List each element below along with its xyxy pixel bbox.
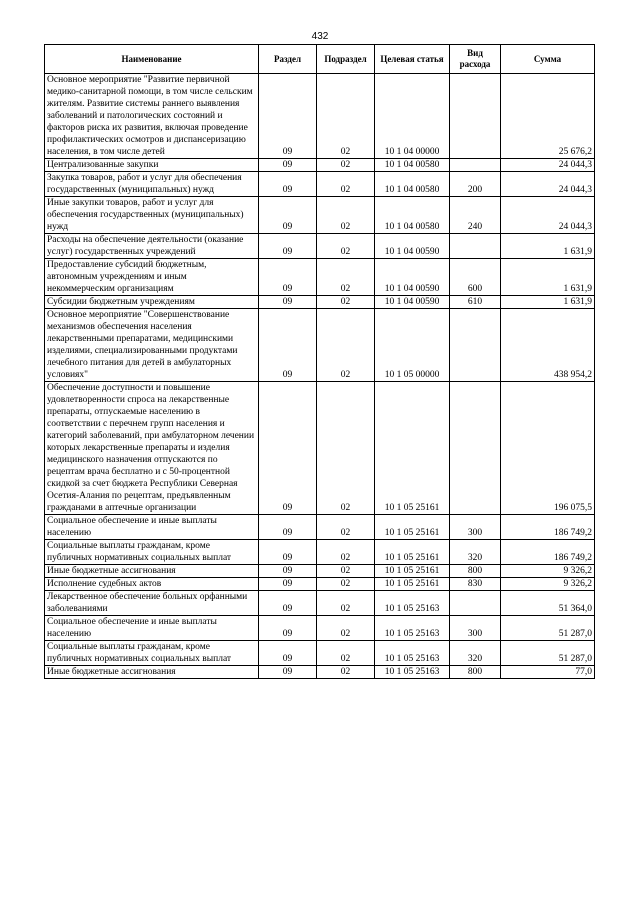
cell-podrazdel: 02 — [317, 540, 375, 565]
cell-podrazdel: 02 — [317, 259, 375, 296]
table-row — [45, 74, 595, 159]
cell-summa: 186 749,2 — [501, 540, 595, 565]
cell-name: Иные бюджетные ассигнования — [45, 565, 259, 578]
cell-razdel: 09 — [259, 382, 317, 515]
cell-summa: 1 631,9 — [501, 296, 595, 309]
cell-razdel: 09 — [259, 74, 317, 159]
cell-razdel: 09 — [259, 616, 317, 641]
cell-razdel: 09 — [259, 259, 317, 296]
cell-razdel: 09 — [259, 172, 317, 197]
cell-razdel: 09 — [259, 309, 317, 382]
table-header-row — [45, 45, 595, 74]
cell-summa: 186 749,2 — [501, 515, 595, 540]
cell-statya: 10 1 05 25163 — [375, 591, 450, 616]
cell-summa: 24 044,3 — [501, 159, 595, 172]
cell-vid — [450, 591, 501, 616]
cell-name: Основное мероприятие "Совершенствование механизмов обеспечения населения лекарственными препаратами, медицинскими изделиями, специализированными продуктами лечебного питания для детей в амбулаторных условиях" — [45, 309, 259, 382]
cell-vid — [450, 74, 501, 159]
cell-razdel: 09 — [259, 591, 317, 616]
header-vid: Вид расхода — [450, 45, 501, 74]
cell-vid: 800 — [450, 565, 501, 578]
table-row — [45, 515, 595, 540]
header-podrazdel: Подраздел — [317, 45, 375, 74]
cell-vid: 200 — [450, 172, 501, 197]
cell-summa: 1 631,9 — [501, 234, 595, 259]
cell-vid: 320 — [450, 641, 501, 666]
cell-podrazdel: 02 — [317, 234, 375, 259]
cell-razdel: 09 — [259, 565, 317, 578]
cell-summa: 51 364,0 — [501, 591, 595, 616]
cell-statya: 10 1 04 00580 — [375, 172, 450, 197]
cell-name: Расходы на обеспечение деятельности (оказание услуг) государственных учреждений — [45, 234, 259, 259]
table-row — [45, 591, 595, 616]
cell-name: Иные бюджетные ассигнования — [45, 666, 259, 679]
cell-vid — [450, 234, 501, 259]
cell-summa: 51 287,0 — [501, 616, 595, 641]
cell-razdel: 09 — [259, 578, 317, 591]
table-row — [45, 666, 595, 679]
page-number: 432 — [311, 31, 329, 42]
cell-name: Социальное обеспечение и иные выплаты населению — [45, 515, 259, 540]
cell-statya: 10 1 05 25161 — [375, 382, 450, 515]
cell-summa: 9 326,2 — [501, 578, 595, 591]
cell-name: Субсидии бюджетным учреждениям — [45, 296, 259, 309]
cell-podrazdel: 02 — [317, 296, 375, 309]
cell-name: Предоставление субсидий бюджетным, автономным учреждениям и иным некоммерческим организациям — [45, 259, 259, 296]
cell-summa: 25 676,2 — [501, 74, 595, 159]
table-row — [45, 197, 595, 234]
header-name: Наименование — [45, 45, 259, 74]
cell-vid — [450, 159, 501, 172]
cell-podrazdel: 02 — [317, 565, 375, 578]
cell-podrazdel: 02 — [317, 382, 375, 515]
cell-statya: 10 1 04 00590 — [375, 296, 450, 309]
table-row — [45, 309, 595, 382]
cell-razdel: 09 — [259, 666, 317, 679]
cell-statya: 10 1 04 00580 — [375, 159, 450, 172]
cell-vid: 240 — [450, 197, 501, 234]
cell-name: Социальные выплаты гражданам, кроме публичных нормативных социальных выплат — [45, 540, 259, 565]
cell-statya: 10 1 05 25161 — [375, 565, 450, 578]
cell-vid: 830 — [450, 578, 501, 591]
cell-summa: 1 631,9 — [501, 259, 595, 296]
header-razdel: Раздел — [259, 45, 317, 74]
cell-razdel: 09 — [259, 641, 317, 666]
header-statya: Целевая статья — [375, 45, 450, 74]
cell-podrazdel: 02 — [317, 74, 375, 159]
cell-razdel: 09 — [259, 296, 317, 309]
cell-summa: 77,0 — [501, 666, 595, 679]
table-row — [45, 296, 595, 309]
cell-statya: 10 1 05 25161 — [375, 515, 450, 540]
cell-podrazdel: 02 — [317, 309, 375, 382]
cell-podrazdel: 02 — [317, 666, 375, 679]
table-row — [45, 641, 595, 666]
cell-statya: 10 1 05 25161 — [375, 540, 450, 565]
cell-vid: 600 — [450, 259, 501, 296]
cell-statya: 10 1 04 00590 — [375, 259, 450, 296]
cell-name: Лекарственное обеспечение больных орфанными заболеваниями — [45, 591, 259, 616]
cell-summa: 9 326,2 — [501, 565, 595, 578]
cell-podrazdel: 02 — [317, 641, 375, 666]
cell-vid: 320 — [450, 540, 501, 565]
cell-razdel: 09 — [259, 540, 317, 565]
cell-vid: 800 — [450, 666, 501, 679]
cell-razdel: 09 — [259, 234, 317, 259]
cell-vid: 300 — [450, 616, 501, 641]
cell-name: Социальное обеспечение и иные выплаты населению — [45, 616, 259, 641]
cell-statya: 10 1 05 25163 — [375, 641, 450, 666]
table-row — [45, 540, 595, 565]
cell-statya: 10 1 05 25163 — [375, 616, 450, 641]
cell-razdel: 09 — [259, 197, 317, 234]
cell-name: Основное мероприятие "Развитие первичной медико-санитарной помощи, в том числе сельским жителям. Развитие системы раннего выявления заболеваний и патологических состояний и факторов риска их развития, включая проведение профилактических осмотров и диспансеризацию населения, в том числе детей — [45, 74, 259, 159]
cell-summa: 196 075,5 — [501, 382, 595, 515]
cell-name: Исполнение судебных актов — [45, 578, 259, 591]
cell-summa: 438 954,2 — [501, 309, 595, 382]
table-body — [45, 74, 595, 679]
cell-statya: 10 1 05 25161 — [375, 578, 450, 591]
header-summa: Сумма — [501, 45, 595, 74]
cell-vid — [450, 382, 501, 515]
cell-statya: 10 1 04 00580 — [375, 197, 450, 234]
table-row — [45, 565, 595, 578]
cell-razdel: 09 — [259, 515, 317, 540]
cell-name: Обеспечение доступности и повышение удовлетворенности спроса на лекарственные препараты, отпускаемые населению в соответствии с перечнем групп населения и категорий заболеваний, при амбулаторном лечении которых лекарственные препараты и изделия медицинского назначения отпускаются по рецептам врача бесплатно и с 50-процентной скидкой за счет бюджета Республики Северная Осетия-Алания по рецептам, предъявленным гражданами в аптечные организации — [45, 382, 259, 515]
cell-podrazdel: 02 — [317, 172, 375, 197]
cell-statya: 10 1 04 00590 — [375, 234, 450, 259]
cell-statya: 10 1 04 00000 — [375, 74, 450, 159]
cell-summa: 24 044,3 — [501, 197, 595, 234]
table-row — [45, 578, 595, 591]
cell-podrazdel: 02 — [317, 591, 375, 616]
cell-podrazdel: 02 — [317, 515, 375, 540]
table-row — [45, 159, 595, 172]
table-row — [45, 234, 595, 259]
cell-vid — [450, 309, 501, 382]
cell-vid: 300 — [450, 515, 501, 540]
cell-podrazdel: 02 — [317, 159, 375, 172]
cell-name: Иные закупки товаров, работ и услуг для обеспечения государственных (муниципальных) нужд — [45, 197, 259, 234]
cell-podrazdel: 02 — [317, 616, 375, 641]
cell-summa: 24 044,3 — [501, 172, 595, 197]
table-row — [45, 259, 595, 296]
cell-podrazdel: 02 — [317, 578, 375, 591]
cell-summa: 51 287,0 — [501, 641, 595, 666]
cell-podrazdel: 02 — [317, 197, 375, 234]
table-row — [45, 382, 595, 515]
table-row — [45, 172, 595, 197]
table-row — [45, 616, 595, 641]
cell-statya: 10 1 05 25163 — [375, 666, 450, 679]
cell-razdel: 09 — [259, 159, 317, 172]
cell-name: Централизованные закупки — [45, 159, 259, 172]
cell-statya: 10 1 05 00000 — [375, 309, 450, 382]
budget-table — [44, 44, 595, 679]
cell-name: Социальные выплаты гражданам, кроме публичных нормативных социальных выплат — [45, 641, 259, 666]
cell-vid: 610 — [450, 296, 501, 309]
cell-name: Закупка товаров, работ и услуг для обеспечения государственных (муниципальных) нужд — [45, 172, 259, 197]
